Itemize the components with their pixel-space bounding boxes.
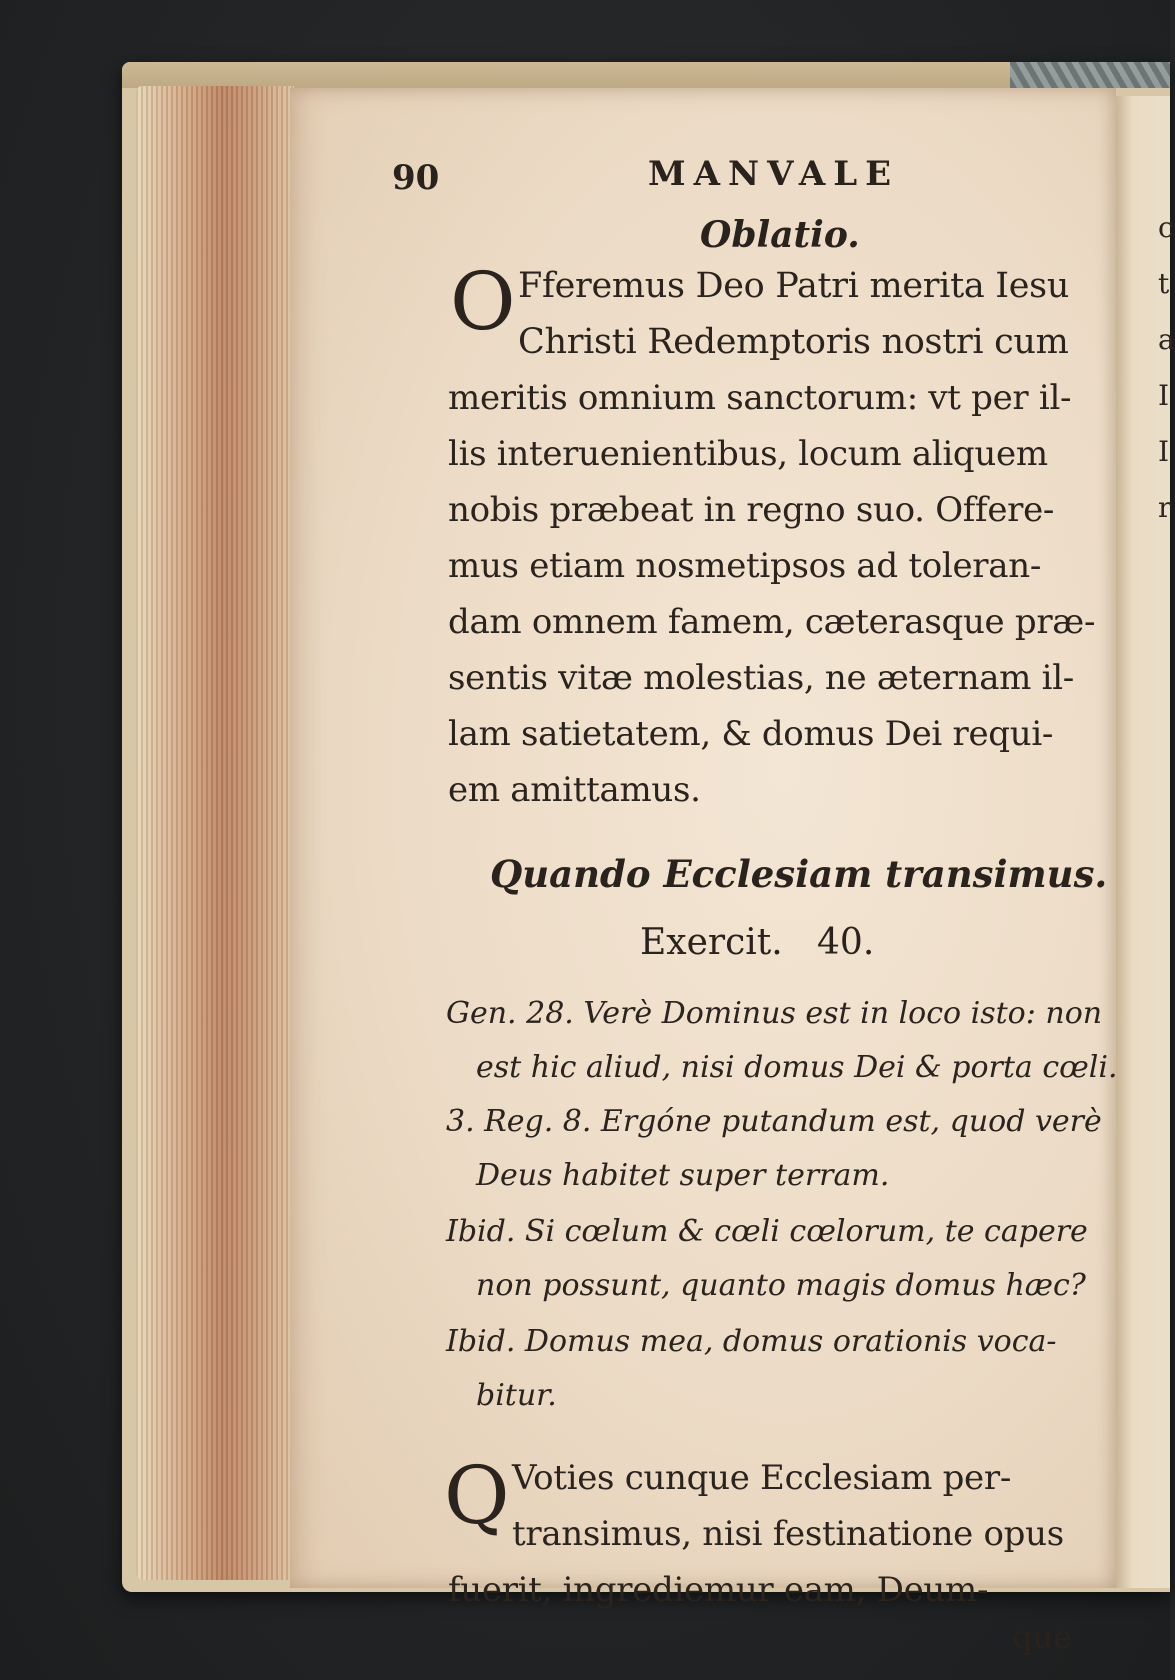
section-title-oblatio: Oblatio. — [700, 214, 860, 256]
citation-line: bitur. — [476, 1378, 557, 1413]
text-line: meritis omnium sanctorum: vt per il- — [448, 378, 1072, 418]
text-line: mus etiam nosmetipsos ad toleran- — [448, 546, 1042, 586]
drop-cap-q: Q — [444, 1449, 510, 1542]
text-line: Fferemus Deo Patri merita Iesu — [518, 266, 1070, 306]
text-line: Voties cunque Ecclesiam per- — [512, 1458, 1012, 1498]
citation-line: est hic aliud, nisi domus Dei & porta cœli. — [476, 1050, 1118, 1085]
book-page — [290, 88, 1116, 1588]
text-line: lam satietatem, & domus Dei requi- — [448, 714, 1054, 754]
citation-line: Ibid. Si cœlum & cœli cœlorum, te capere — [446, 1214, 1088, 1249]
heading-quando-ecclesiam: Quando Ecclesiam transimus. — [490, 852, 1108, 896]
text-line: Christi Redemptoris nostri cum — [518, 322, 1069, 362]
page-block-edges — [136, 86, 294, 1580]
citation-line: 3. Reg. 8. Ergóne putandum est, quod verè — [446, 1104, 1102, 1139]
page-number: 90 — [392, 158, 440, 198]
running-head: MANVALE — [648, 154, 900, 194]
text-line: dam omnem famem, cæterasque præ- — [448, 602, 1096, 642]
citation-line: Gen. 28. Verè Dominus est in loco isto: non — [446, 996, 1103, 1031]
facing-letter: a — [1158, 323, 1175, 356]
catchword: que — [1012, 1618, 1073, 1656]
spine-binding — [1010, 62, 1170, 88]
text-line: transimus, nisi festinatione opus — [512, 1514, 1064, 1554]
facing-letter: I — [1158, 435, 1170, 468]
facing-page-fragments — [1158, 200, 1175, 536]
text-line: nobis præbeat in regno suo. Offere- — [448, 490, 1055, 530]
text-line: em amittamus. — [448, 770, 701, 810]
facing-letter: t — [1158, 267, 1170, 300]
text-line: fuerit, ingrediemur eam, Deum- — [448, 1570, 989, 1610]
facing-letter: r — [1158, 491, 1172, 524]
text-line: sentis vitæ molestias, ne æternam il- — [448, 658, 1074, 698]
exercit-label: Exercit. 40. — [640, 922, 875, 963]
citation-line: Deus habitet super terram. — [476, 1158, 890, 1193]
text-line: lis interuenientibus, locum aliquem — [448, 434, 1048, 474]
facing-letter: c — [1158, 211, 1174, 244]
facing-letter: I — [1158, 379, 1170, 412]
citation-line: non possunt, quanto magis domus hæc? — [476, 1268, 1086, 1303]
citation-line: Ibid. Domus mea, domus orationis voca- — [446, 1324, 1057, 1359]
drop-cap-o: O — [450, 255, 516, 348]
